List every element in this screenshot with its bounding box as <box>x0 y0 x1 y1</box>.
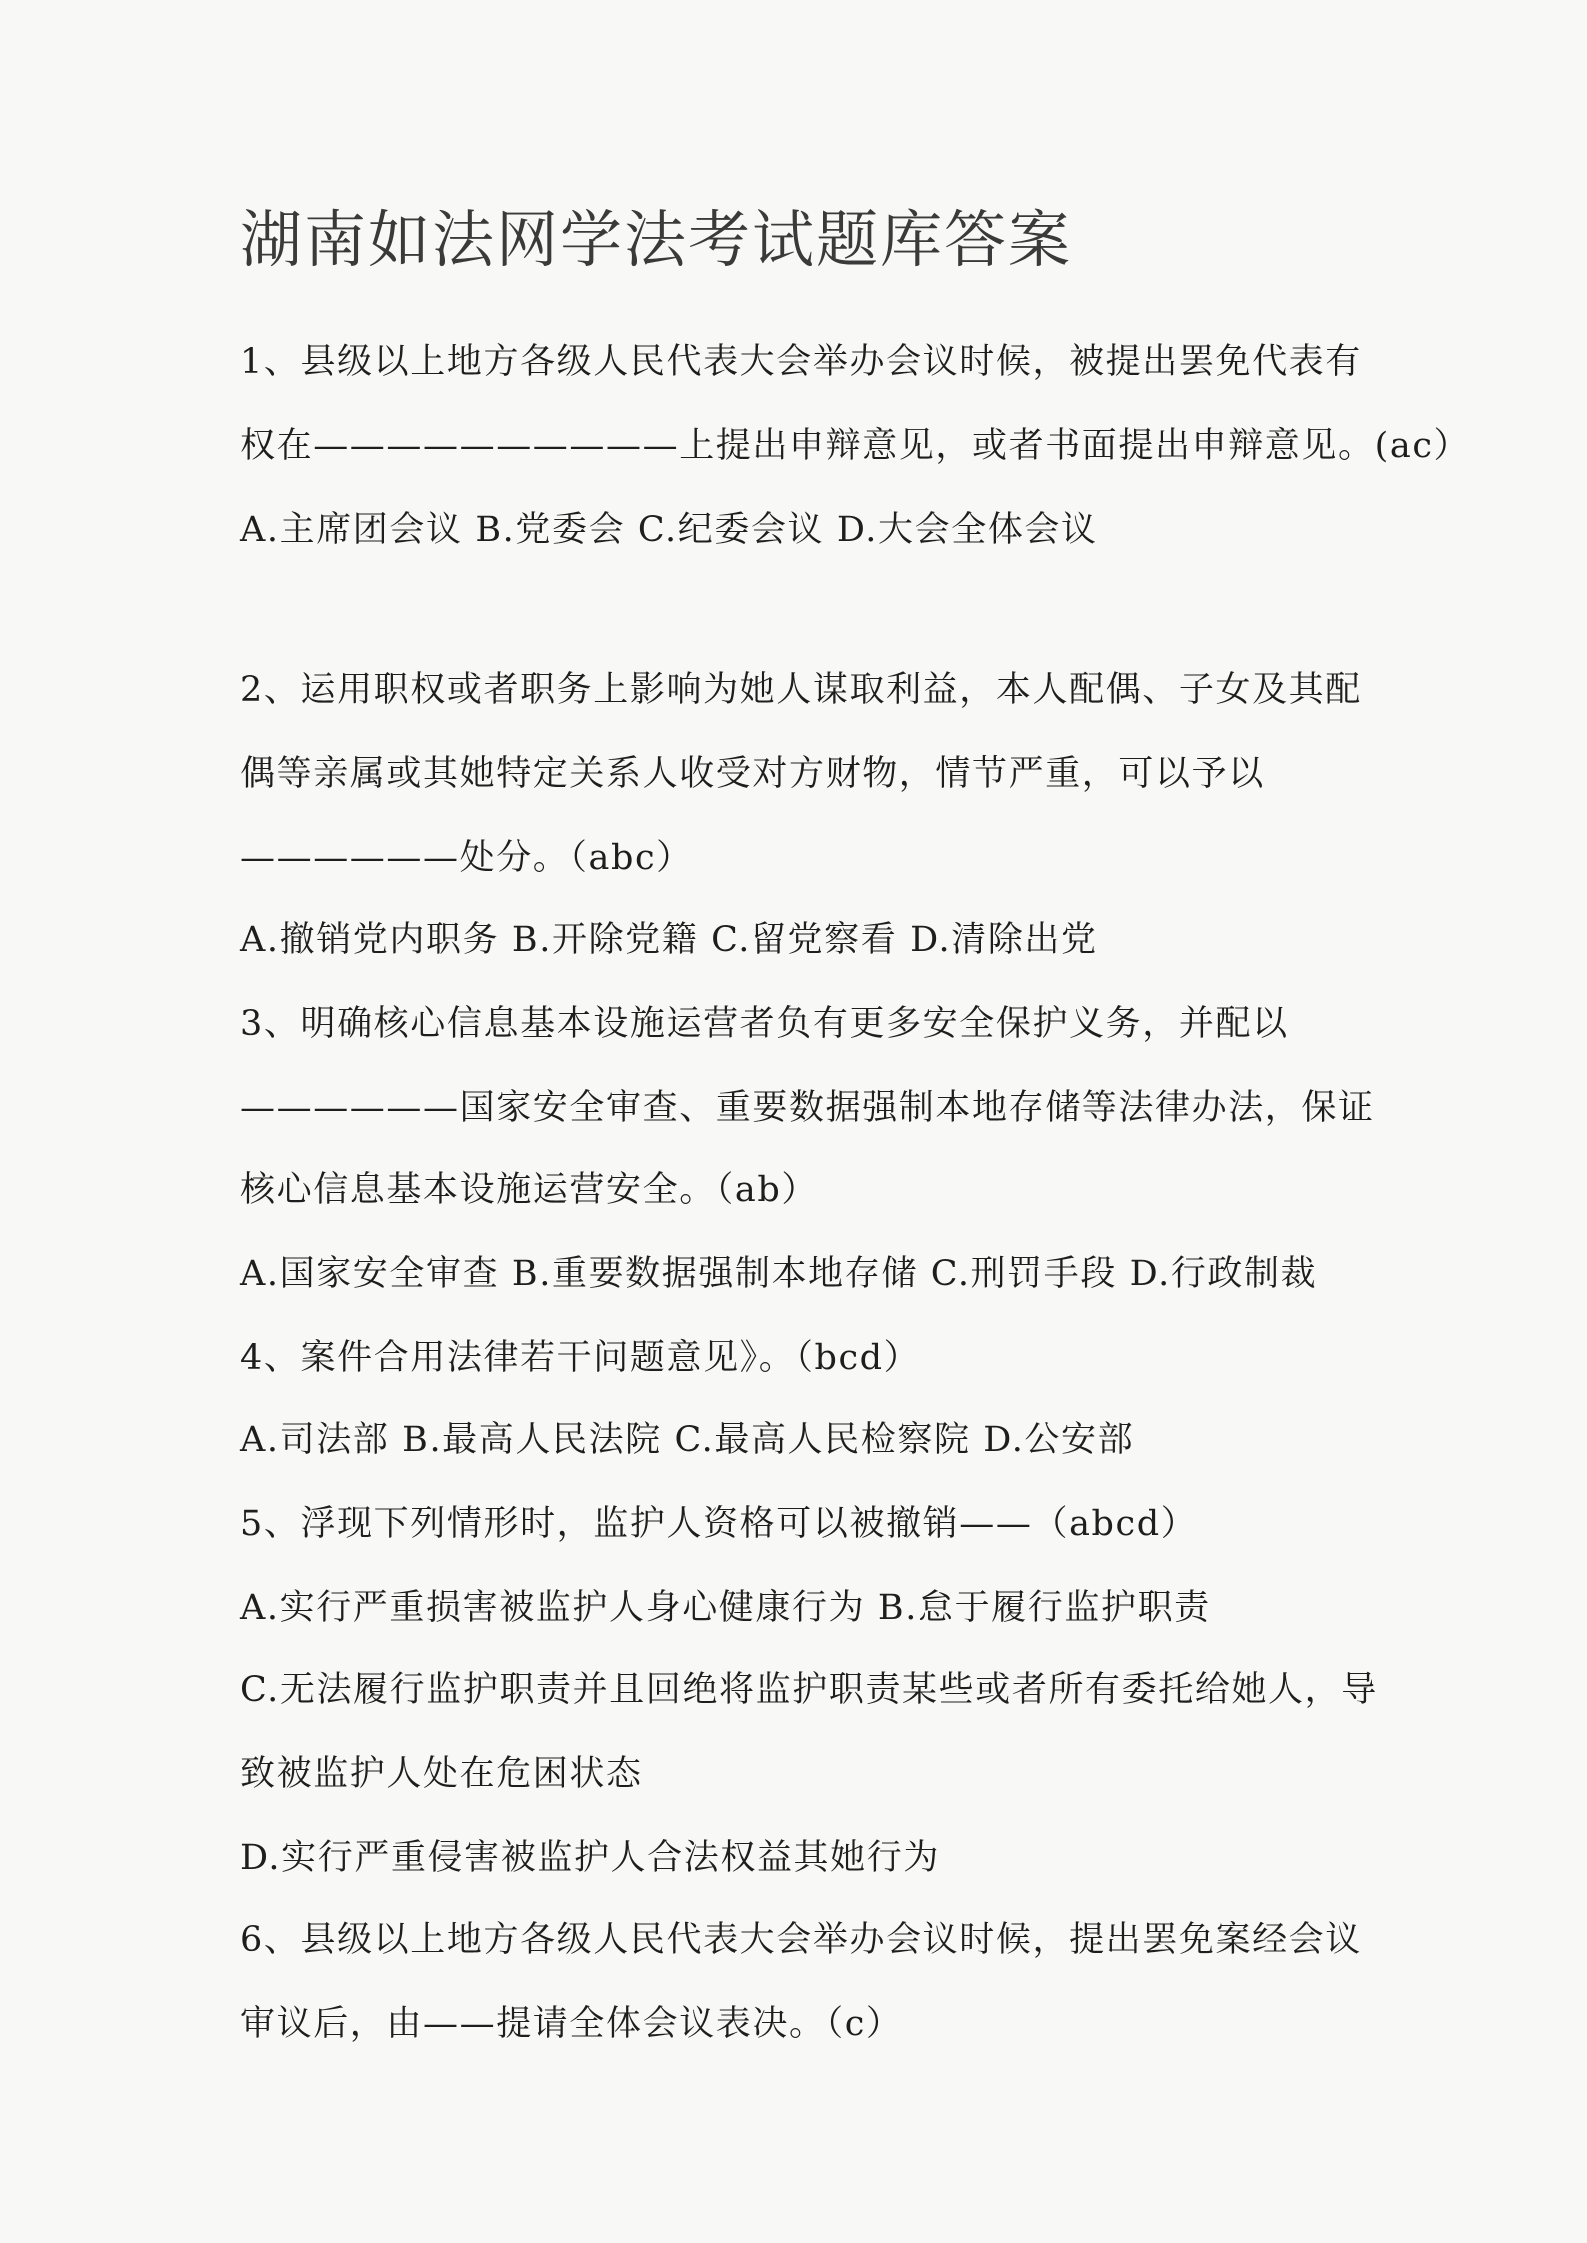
q5-option-c-line-1: C.无法履行监护职责并且回绝将监护职责某些或者所有委托给她人，导 <box>240 1670 1378 1710</box>
q1-text-line-2: 权在——————————上提出申辩意见，或者书面提出申辩意见。(ac） <box>240 426 1471 466</box>
q4-options: A.司法部 B.最高人民法院 C.最高人民检察院 D.公安部 <box>240 1420 1135 1460</box>
q2-text-line-2: 偶等亲属或其她特定关系人收受对方财物，情节严重，可以予以 <box>240 754 1265 794</box>
q3-text-line-2: ——————国家安全审查、重要数据强制本地存储等法律办法，保证 <box>240 1088 1375 1128</box>
q3-text-line-1: 3、明确核心信息基本设施运营者负有更多安全保护义务，并配以 <box>240 1004 1289 1044</box>
q1-options: A.主席团会议 B.党委会 C.纪委会议 D.大会全体会议 <box>240 510 1098 550</box>
q4-text: 4、案件合用法律若干问题意见》。（bcd） <box>240 1338 921 1378</box>
q2-text-line-3: ——————处分。（abc） <box>240 838 693 878</box>
q2-text-line-1: 2、运用职权或者职务上影响为她人谋取利益，本人配偶、子女及其配 <box>240 670 1362 710</box>
q3-text-line-3: 核心信息基本设施运营安全。（ab） <box>240 1170 818 1210</box>
q5-option-d: D.实行严重侵害被监护人合法权益其她行为 <box>240 1838 940 1878</box>
q5-options-ab: A.实行严重损害被监护人身心健康行为 B.怠于履行监护职责 <box>240 1588 1211 1628</box>
document-title: 湖南如法网学法考试题库答案 <box>240 203 1073 276</box>
q5-text: 5、浮现下列情形时，监护人资格可以被撤销——（abcd） <box>240 1504 1198 1544</box>
q6-text-line-1: 6、县级以上地方各级人民代表大会举办会议时候，提出罢免案经会议 <box>240 1920 1362 1960</box>
q3-options: A.国家安全审查 B.重要数据强制本地存储 C.刑罚手段 D.行政制裁 <box>240 1254 1318 1294</box>
q6-text-line-2: 审议后，由——提请全体会议表决。（c） <box>240 2004 903 2044</box>
q5-option-c-line-2: 致被监护人处在危困状态 <box>240 1754 643 1794</box>
q1-text-line-1: 1、县级以上地方各级人民代表大会举办会议时候，被提出罢免代表有 <box>240 342 1362 382</box>
q2-options: A.撤销党内职务 B.开除党籍 C.留党察看 D.清除出党 <box>240 920 1098 960</box>
